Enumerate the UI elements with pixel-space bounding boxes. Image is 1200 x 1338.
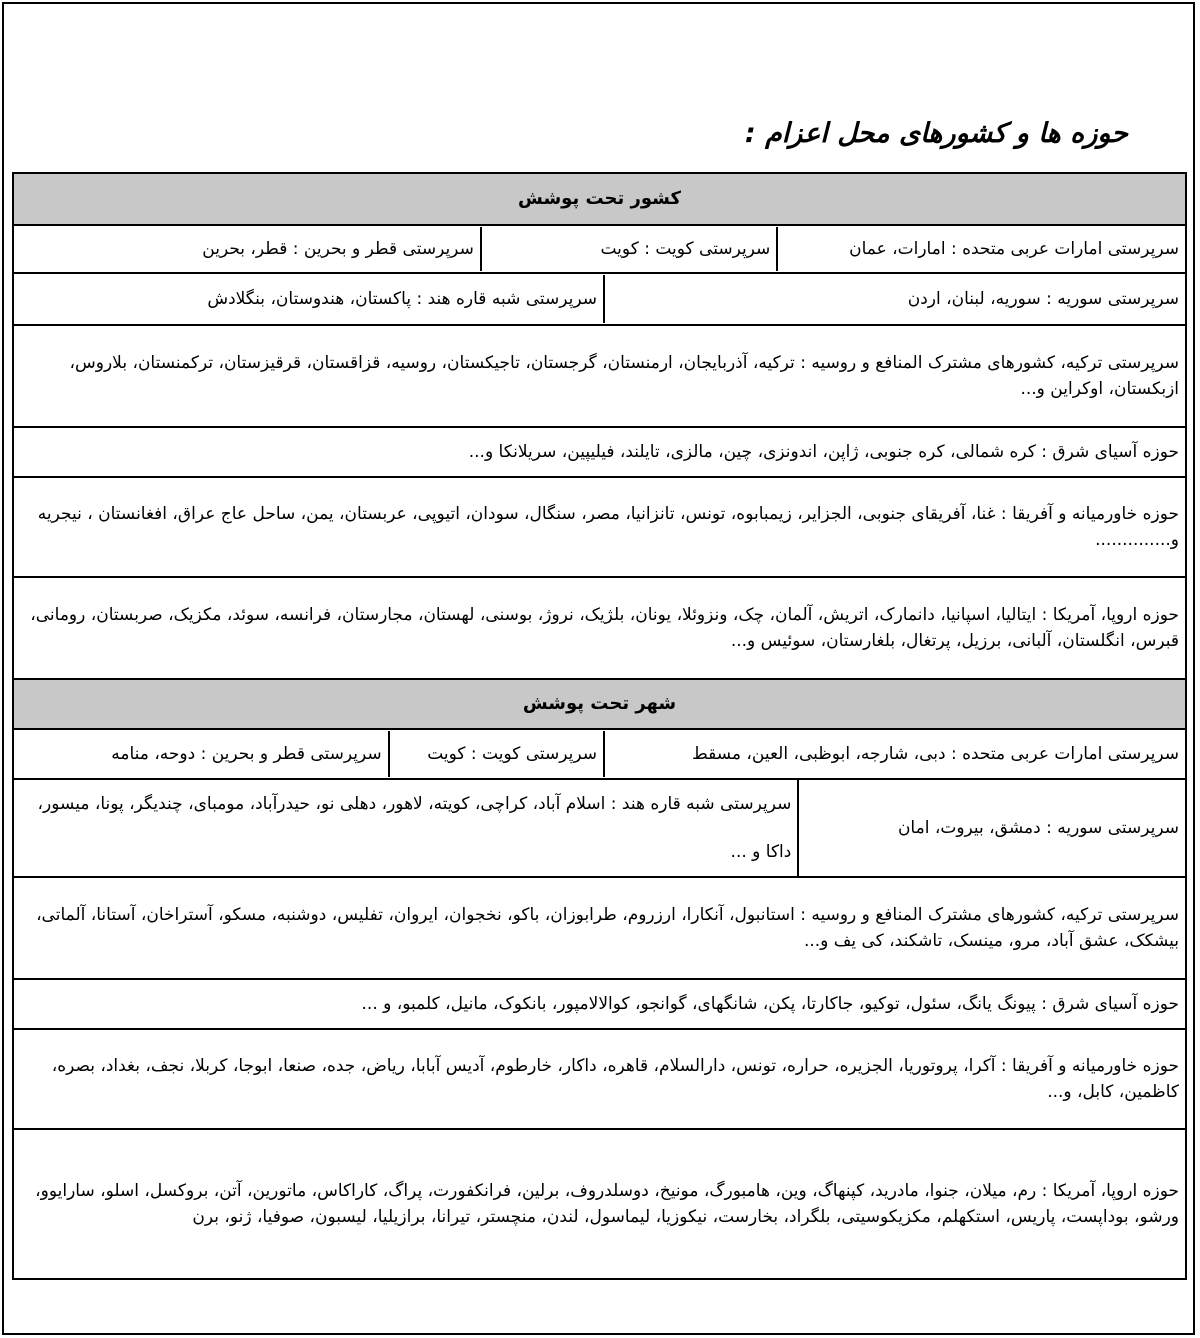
city-subcontinent: سرپرستی شبه قاره هند : اسلام آباد، کراچی، کویته، لاهور، دهلی نو، حیدرآباد، مومبای، چندیگر، پونا، میسور، داکا و ... <box>37 794 792 862</box>
countries-header: کشور تحت پوشش <box>13 173 1186 225</box>
city-east-asia: حوزه آسیای شرق : پیونگ یانگ، سئول، توکیو، جاکارتا، پکن، شانگهای، گوانجو، کوالالامپور، بانکوک، مانیل، کلمبو، و ... <box>13 979 1186 1029</box>
countries-row-2 <box>13 273 1186 325</box>
country-europe-america: حوزه اروپا، آمریکا : ایتالیا، اسپانیا، دانمارک، اتریش، آلمان، چک، ونزوئلا، یونان، بلژیک، نروژ، بوسنی، لهستان، مجارستان، فرانسه، سوئد، مکزیک، صربستان، رومانی، قبرس، انگلستان، آلبانی، برزیل، پرتغال، بلغارستان، سوئیس و... <box>13 577 1186 679</box>
country-uae: سرپرستی امارات عربی متحده : امارات، عمان <box>777 227 1185 271</box>
page-title: حوزه ها و کشورهای محل اعزام : <box>744 118 1128 149</box>
country-east-asia: حوزه آسیای شرق : کره شمالی، کره جنوبی، ژاپن، اندونزی، چین، مالزی، تایلند، فیلیپین، سریلانکا و... <box>13 427 1186 477</box>
city-uae: سرپرستی امارات عربی متحده : دبی، شارجه، ابوظبی، العین، مسقط <box>604 731 1185 777</box>
cities-header: شهر تحت پوشش <box>13 679 1186 729</box>
country-syria: سرپرستی سوریه : سوریه، لبنان، اردن <box>604 275 1185 323</box>
city-qatar: سرپرستی قطر و بحرین : دوحه، منامه <box>111 744 382 764</box>
city-middle-east-africa: حوزه خاورمیانه و آفریقا : آکرا، پروتوریا، الجزیره، حراره، تونس، دارالسلام، قاهره، داکار، خارطوم، آدیس آبابا، ریاض، جده، صنعا، ابوجا، کربلا، نجف، بغداد، بصره، کاظمین، کابل، و... <box>13 1029 1186 1129</box>
city-europe-america: حوزه اروپا، آمریکا : رم، میلان، جنوا، مادرید، کپنهاگ، وین، هامبورگ، مونیخ، دوسلدروف، برلین، فرانکفورت، پراگ، کاراکاس، ماتورین، آتن، بروکسل، اسلو، سارایوو، ورشو، بوداپست، پاریس، استکهلم، مکزیکوسیتی، بلگراد، بخارست، نیکوزیا، لیماسول، لندن، منچستر، تیرانا، برازیلیا، لیسبون، صوفیا، ژنو، برن <box>13 1129 1186 1279</box>
country-qatar: سرپرستی قطر و بحرین : قطر، بحرین <box>202 239 474 259</box>
city-kuwait: سرپرستی کویت : کویت <box>389 731 604 777</box>
city-syria: سرپرستی سوریه : دمشق، بیروت، امان <box>798 780 1185 876</box>
cities-row-2 <box>13 779 1186 877</box>
cities-row-1 <box>13 729 1186 779</box>
coverage-table <box>12 172 1187 1280</box>
country-middle-east-africa: حوزه خاورمیانه و آفریقا : غنا، آفریقای جنوبی، الجزایر، زیمبابوه، تونس، تانزانیا، مصر، سنگال، سودان، اتیوپی، عربستان، یمن، ساحل عاج عراق، افغانستان ، نیجریه و.............. <box>13 477 1186 577</box>
country-kuwait: سرپرستی کویت : کویت <box>481 227 778 271</box>
country-turkey-cis: سرپرستی ترکیه، کشورهای مشترک المنافع و روسیه : ترکیه، آذربایجان، ارمنستان، گرجستان، تاجیکستان، روسیه، قزاقستان، قرقیزستان، ترکمنستان، بلاروس، ازبکستان، اوکراین و... <box>13 325 1186 427</box>
city-turkey-cis: سرپرستی ترکیه، کشورهای مشترک المنافع و روسیه : استانبول، آنکارا، ارزروم، طرابوزان، باکو، نخجوان، ایروان، تفلیس، دوشنبه، مسکو، آستراخان، آستانا، آلماتی، بیشکک، عشق آباد، مرو، مینسک، تاشکند، کی یف و... <box>13 877 1186 979</box>
country-subcontinent: سرپرستی شبه قاره هند : پاکستان، هندوستان، بنگلادش <box>207 289 598 309</box>
countries-row-1 <box>13 225 1186 273</box>
